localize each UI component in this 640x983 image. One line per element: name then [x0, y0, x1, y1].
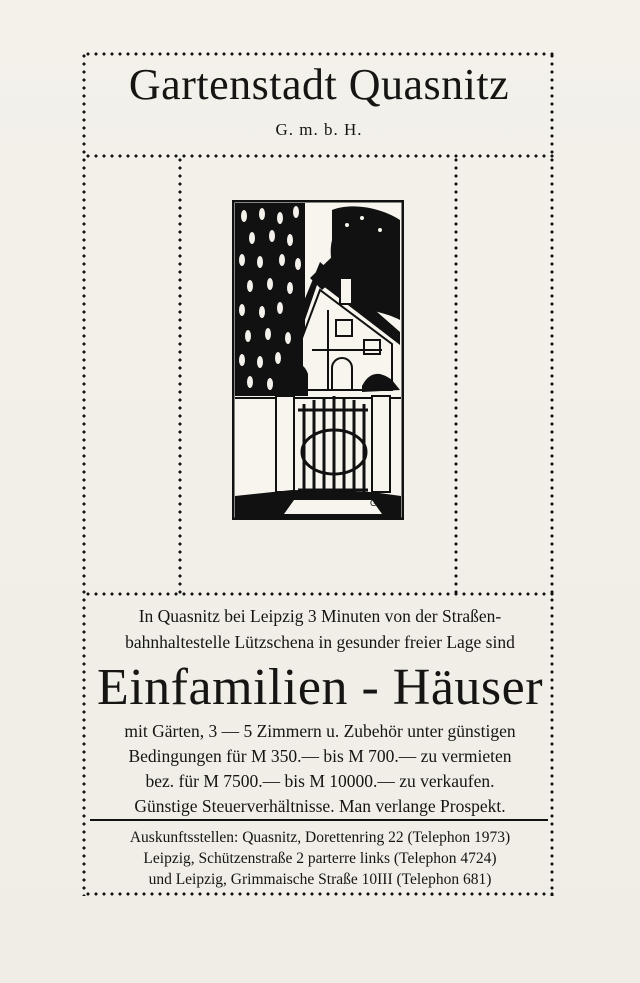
divider-under-title	[84, 154, 554, 158]
artist-signature: GAS	[370, 498, 390, 508]
detail-line-4: Günstige Steuerverhältnisse. Man verlange Prospekt.	[134, 796, 506, 816]
horizontal-rule	[90, 819, 548, 821]
intro-line-1: In Quasnitz bei Leipzig 3 Minuten von der Straßen-	[138, 606, 502, 626]
intro-line-2: bahnhaltestelle Lützschena in gesunder freier Lage sind	[125, 632, 515, 652]
info-line-3: und Leipzig, Grimmaische Straße 10III (Telephon 681)	[148, 871, 492, 888]
frame-bottom	[84, 892, 554, 896]
frame-top	[84, 52, 554, 56]
column-rule-right	[454, 156, 458, 594]
column-rule-left	[178, 156, 182, 594]
detail-line-2: Bedingungen für M 350.— bis M 700.— zu vermieten	[128, 746, 512, 766]
house-with-garden-gate-illustration	[232, 200, 404, 520]
headline: Einfamilien - Häuser	[96, 659, 544, 716]
company-title: Gartenstadt Quasnitz	[128, 60, 510, 109]
info-line-2: Leipzig, Schützenstraße 2 parterre links (Telephon 4724)	[143, 850, 497, 867]
frame-right	[550, 52, 554, 896]
detail-line-1: mit Gärten, 3 — 5 Zimmern u. Zubehör unter günstigen	[124, 721, 516, 741]
company-subtitle: G. m. b. H.	[275, 120, 363, 139]
frame-left	[82, 52, 86, 896]
divider-above-text	[84, 592, 554, 596]
detail-line-3: bez. für M 7500.— bis M 10000.— zu verkaufen.	[145, 771, 495, 791]
info-line-1: Auskunftsstellen: Quasnitz, Dorettenring 22 (Telephon 1973)	[129, 829, 511, 846]
